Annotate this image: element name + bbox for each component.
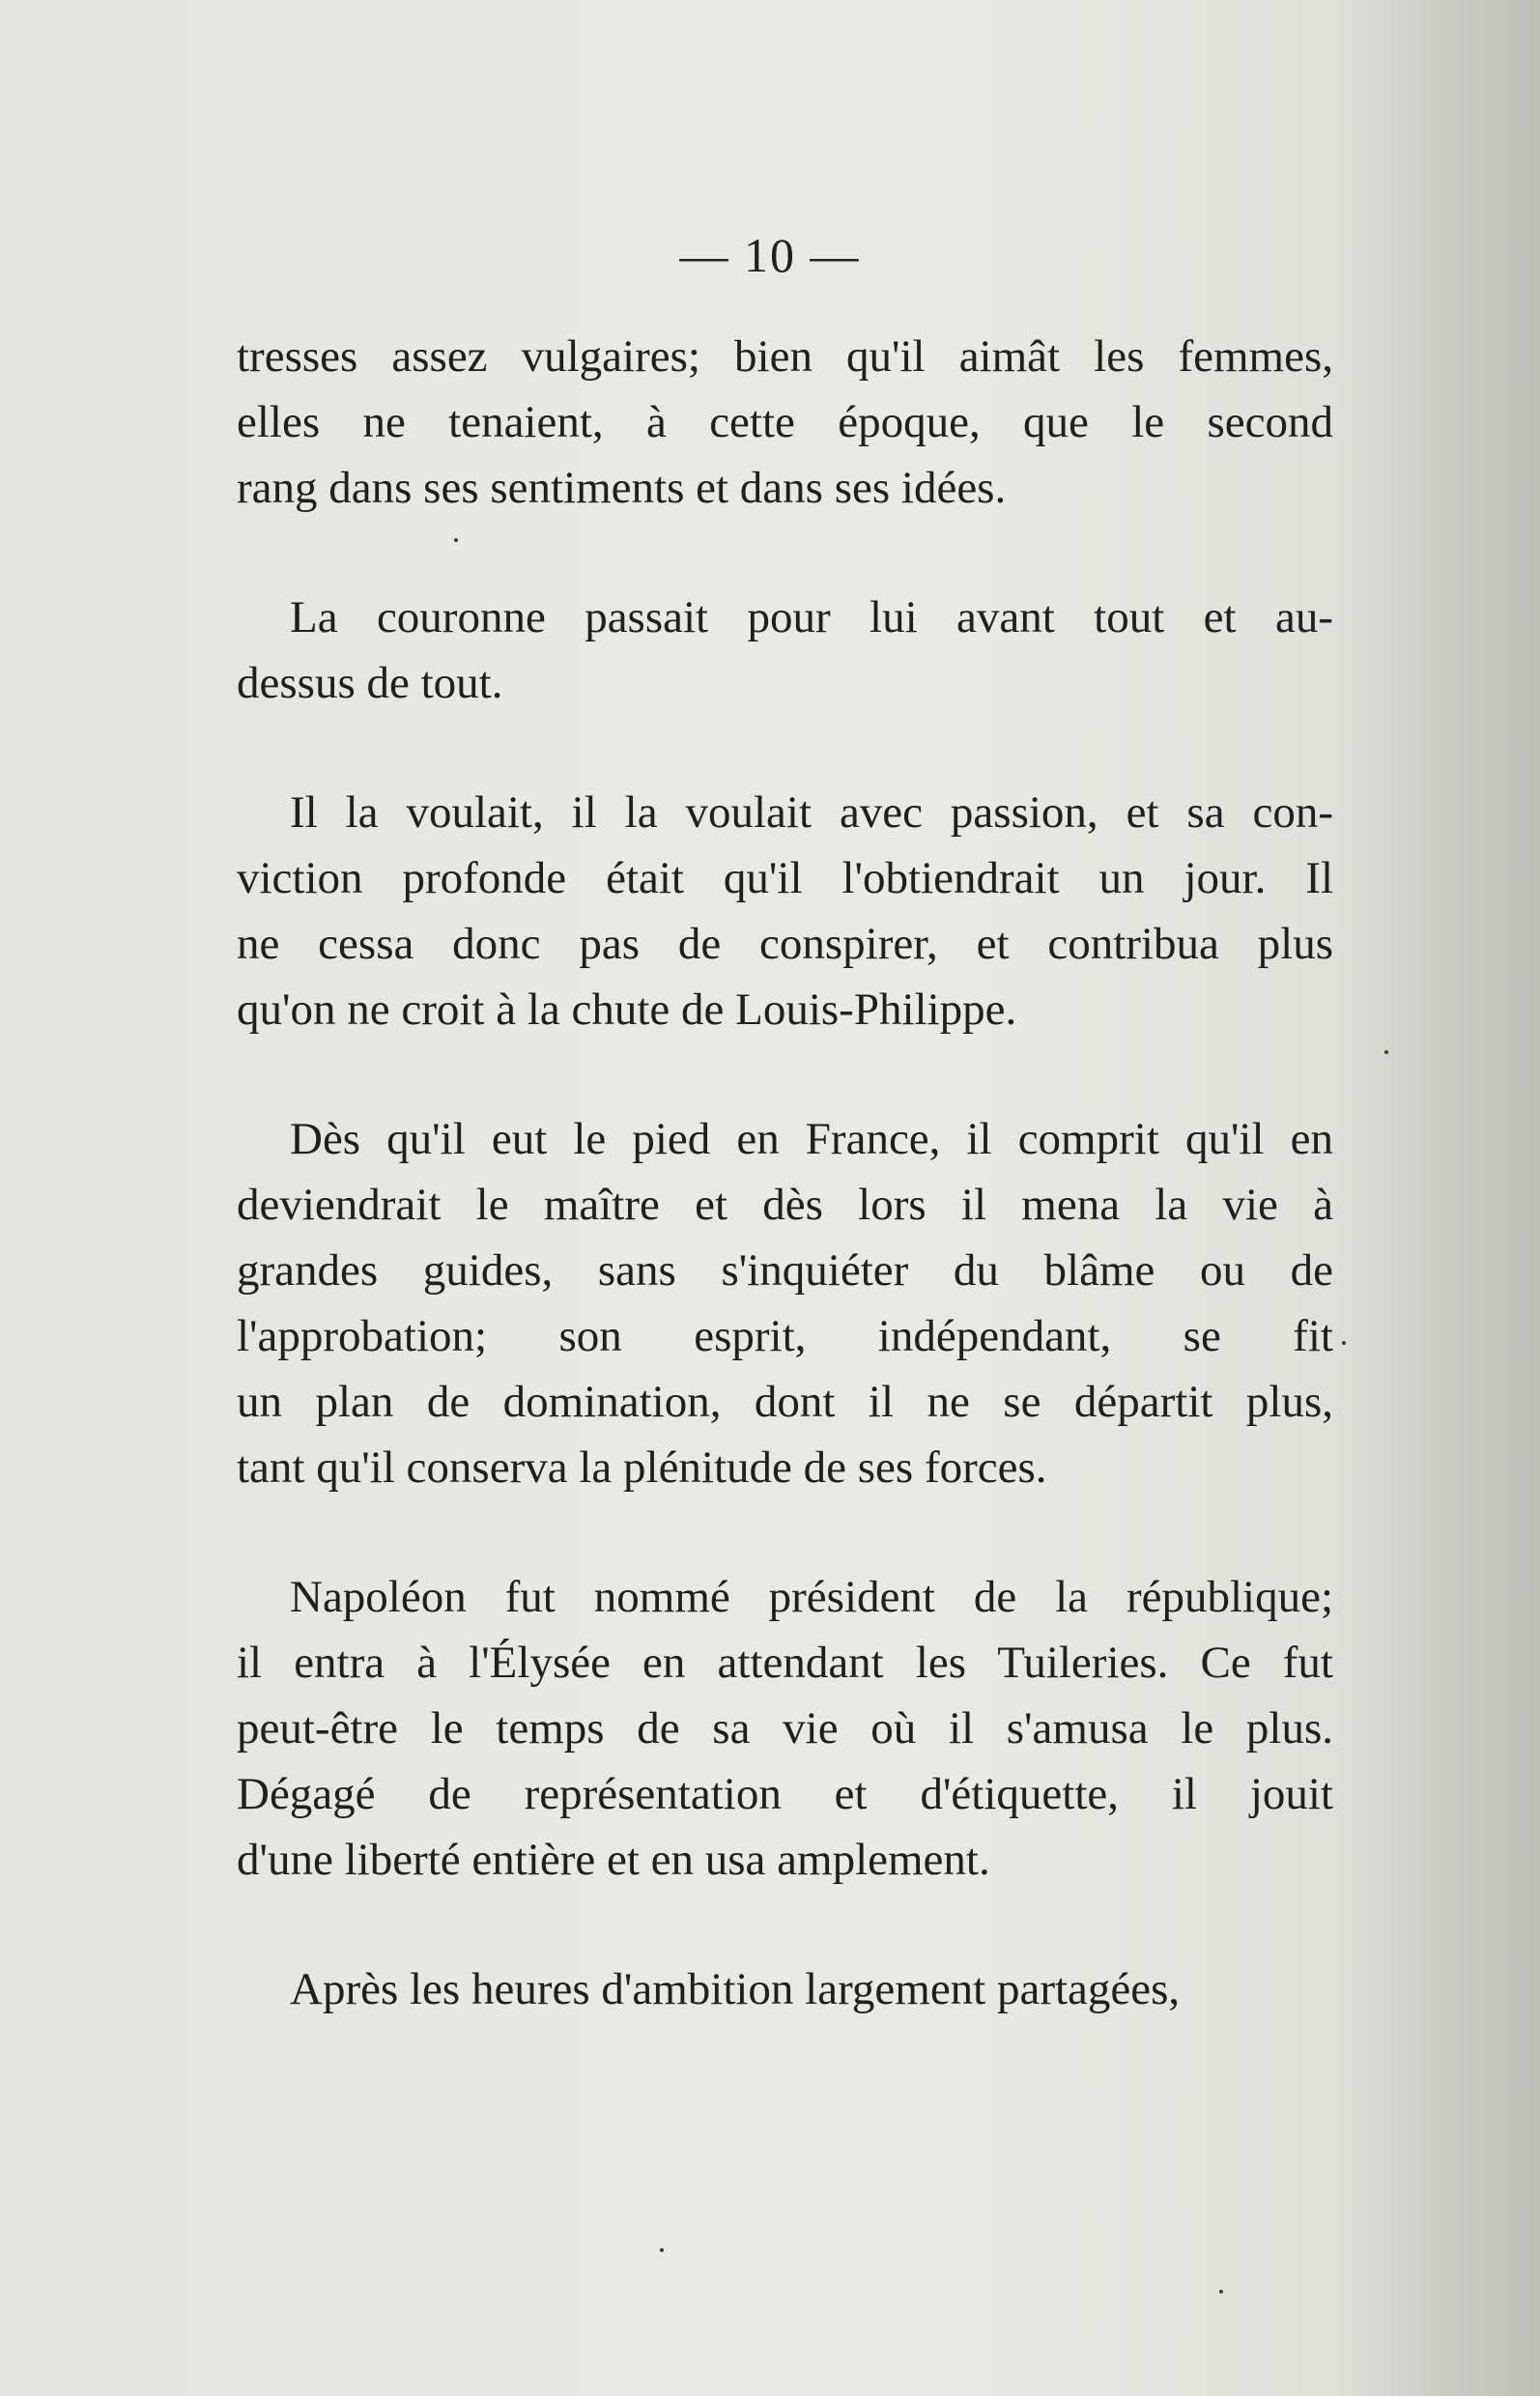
paragraph-5 [237,1564,1333,1893]
text-line: viction profonde était qu'il l'obtiendrait un jour. Il [237,853,1333,903]
text-line: tant qu'il conserva la plénitude de ses forces. [237,1442,1047,1493]
text-line: Après les heures d'ambition largement partagées, [290,1964,1181,2014]
paper-speck [454,538,458,542]
text-line: Il la voulait, il la voulait avec passion, et sa con- [290,787,1333,838]
paper-speck [660,2248,664,2252]
text-line: ne cessa donc pas de conspirer, et contribua plus [237,919,1333,969]
paragraph-3 [237,780,1333,1042]
paper-speck [1219,2290,1223,2294]
text-line: tresses assez vulgaires; bien qu'il aimât les femmes, [237,331,1333,382]
text-line: deviendrait le maître et dès lors il mena la vie à [237,1180,1333,1230]
text-line: La couronne passait pour lui avant tout et au- [290,592,1333,642]
text-line: grandes guides, sans s'inquiéter du blâme ou de [237,1245,1333,1296]
paragraph-4 [237,1106,1333,1500]
paragraph-2 [237,585,1333,716]
text-line: l'approbation; son esprit, indépendant, se fit [237,1311,1333,1361]
paper-speck [1384,1050,1388,1054]
text-line: Napoléon fut nommé président de la république; [290,1572,1333,1622]
text-line: qu'on ne croit à la chute de Louis-Philippe. [237,984,1017,1035]
text-line: un plan de domination, dont il ne se départit plus, [237,1377,1333,1427]
text-line: il entra à l'Élysée en attendant les Tuileries. Ce fut [237,1638,1333,1688]
text-line: peut-être le temps de sa vie où il s'amusa le plus. [237,1703,1333,1754]
paper-speck [1342,1341,1346,1345]
text-line: elles ne tenaient, à cette époque, que le second [237,397,1333,447]
text-line: dessus de tout. [237,658,503,708]
page-number: — 10 — [679,228,861,282]
paragraph-6 [237,1956,1333,2022]
text-line: Dès qu'il eut le pied en France, il comprit qu'il en [290,1114,1333,1164]
body-text [237,324,1333,2086]
text-line: Dégagé de représentation et d'étiquette, il jouit [237,1769,1333,1819]
paragraph-1 [237,324,1333,521]
text-line: rang dans ses sentiments et dans ses idées. [237,463,1007,513]
text-line: d'une liberté entière et en usa amplement. [237,1835,990,1885]
